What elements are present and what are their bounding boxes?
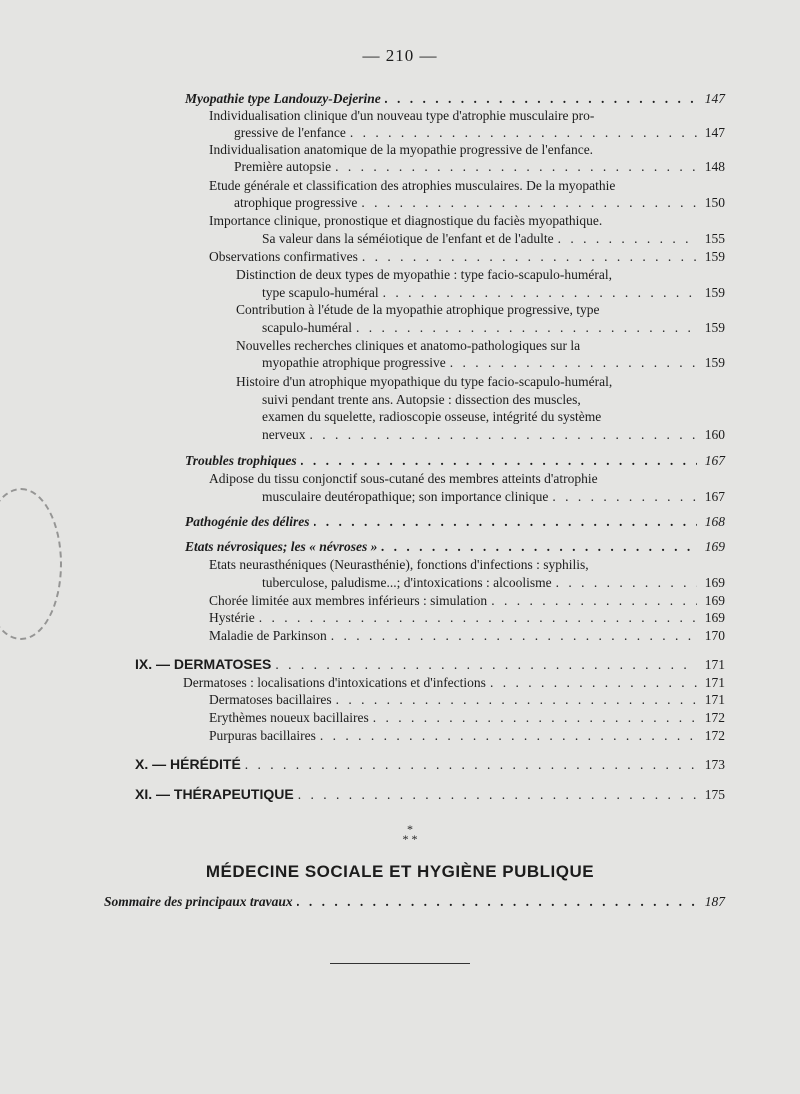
toc-line: Nouvelles recherches cliniques et anatomo-pathologiques sur la [236, 338, 581, 353]
toc-line: Importance clinique, pronostique et diagnostique du faciès myopathique. [209, 213, 603, 228]
toc-entry: Etats névrosiques; les « névroses » . . . 169 [185, 538, 725, 555]
toc-line: Histoire d'un atrophique myopathique du type facio-scapulo-huméral, [236, 374, 613, 389]
toc-entry: Erythèmes noueux bacillaires . . . 172 [209, 709, 725, 726]
toc-line: Individualisation clinique d'un nouveau type d'atrophie musculaire pro- [209, 108, 595, 123]
toc-section-entry: IX. — DERMATOSES . . . 171 [135, 656, 725, 673]
toc-line: Etude générale et classification des atrophies musculaires. De la myopathie [209, 178, 616, 193]
toc-entry: nerveux . . . 160 [262, 426, 725, 443]
section-ornament: * * * [402, 822, 418, 846]
toc-entry: scapulo-huméral . . . 159 [262, 319, 725, 336]
toc-entry: Troubles trophiques . . . 167 [185, 452, 725, 469]
toc-entry: Pathogénie des délires . . . 168 [185, 513, 725, 530]
toc-entry: Hystérie . . . 169 [209, 609, 725, 626]
toc-line: Contribution à l'étude de la myopathie atrophique progressive, type [236, 302, 600, 317]
section-heading: MÉDECINE SOCIALE ET HYGIÈNE PUBLIQUE [205, 862, 595, 881]
toc-line: Distinction de deux types de myopathie : type facio-scapulo-huméral, [236, 267, 613, 282]
toc-line: Adipose du tissu conjonctif sous-cutané des membres atteints d'atrophie [209, 471, 598, 486]
toc-entry: atrophique progressive . . . 150 [234, 194, 725, 211]
page-number: — 210 — [362, 46, 438, 65]
end-rule [330, 963, 470, 964]
toc-line: suivi pendant trente ans. Autopsie : dissection des muscles, [262, 392, 581, 407]
toc-entry: myopathie atrophique progressive . . . 159 [262, 354, 725, 371]
toc-entry: Myopathie type Landouzy-Dejerine . . . 147 [185, 90, 725, 107]
toc-entry: Sommaire des principaux travaux . . . 187 [104, 893, 725, 910]
toc-line: examen du squelette, radioscopie osseuse, intégrité du système [262, 409, 602, 424]
toc-entry: Chorée limitée aux membres inférieurs : simulation . . . 169 [209, 592, 725, 609]
toc-entry: musculaire deutéropathique; son importance clinique . . . 167 [262, 488, 725, 505]
toc-entry: Maladie de Parkinson . . . 170 [209, 627, 725, 644]
toc-entry: Première autopsie . . . 148 [234, 158, 725, 175]
toc-line: Individualisation anatomique de la myopathie progressive de l'enfance. [209, 142, 594, 157]
toc-section-entry: X. — HÉRÉDITÉ . . . 173 [135, 756, 725, 773]
library-stamp [0, 488, 62, 640]
toc-entry: tuberculose, paludisme...; d'intoxications : alcoolisme . . . 169 [262, 574, 725, 591]
toc-entry: Sa valeur dans la séméiotique de l'enfant et de l'adulte . . . 155 [262, 230, 725, 247]
toc-line: Etats neurasthéniques (Neurasthénie), fonctions d'infections : syphilis, [209, 557, 589, 572]
toc-entry: Dermatoses bacillaires . . . 171 [209, 691, 725, 708]
toc-section-entry: XI. — THÉRAPEUTIQUE . . . 175 [135, 786, 725, 803]
toc-entry: gressive de l'enfance . . . 147 [234, 124, 725, 141]
toc-entry: type scapulo-huméral . . . 159 [262, 284, 725, 301]
toc-entry: Purpuras bacillaires . . . 172 [209, 727, 725, 744]
toc-entry: Observations confirmatives . . . 159 [209, 248, 725, 265]
toc-entry: Dermatoses : localisations d'intoxications et d'infections . . . 171 [183, 674, 725, 691]
